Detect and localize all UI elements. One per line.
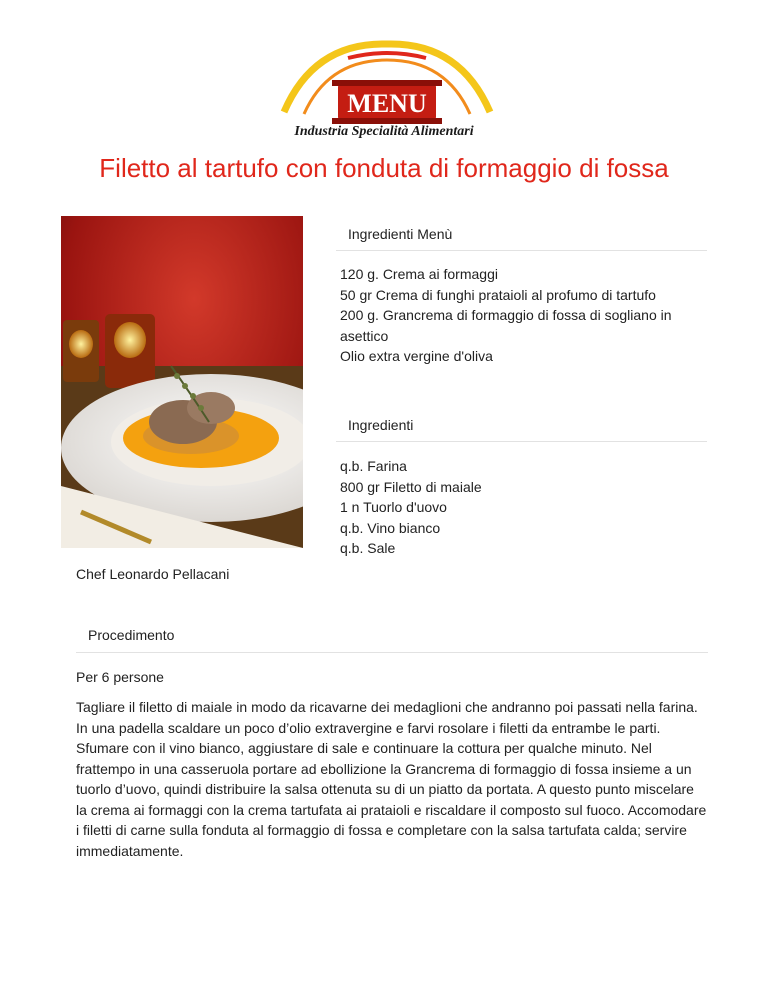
procedure-text: Tagliare il filetto di maiale in modo da ricavarne dei medaglioni che andranno poi passati nella farina. In una padella scaldare un poco d’olio extravergine e farvi rosolare i filetti da entrambe le parti. Sfumare con il vino bianco, aggiustare di sale e continuare la cottura per qualche minuto. Nel frattempo in una casseruola portare ad ebollizione la Grancrema di formaggio di fossa insieme a un tuorlo d’uovo, quindi distribuire la salsa ottenuta su di un piatto da portata. A questo punto miscelare la crema ai formaggi con la crema tartufata ai prataioli e riscaldare il composto sul fuoco. Accomodare i filetti di carne sulla fonduta al formaggio di fossa e completare con la salsa tartufata calda; servire immediatamente.: [76, 699, 707, 859]
logo-wordmark: MENU: [347, 89, 427, 118]
ingredienti-menu-heading: Ingredienti Menù: [336, 226, 707, 251]
list-item: 1 n Tuorlo d'uovo: [340, 499, 447, 515]
list-item: q.b. Sale: [340, 540, 396, 556]
procedimento-heading: Procedimento: [76, 627, 708, 653]
list-item: q.b. Vino bianco: [340, 519, 441, 536]
list-item: Olio extra vergine d'oliva: [340, 348, 493, 364]
list-item: 200 g. Grancrema di formaggio di fossa di sogliano in asettico: [340, 307, 672, 344]
list-item: 800 gr Filetto di maiale: [340, 478, 482, 495]
list-item: q.b. Farina: [340, 458, 407, 474]
list-item: 120 g. Crema ai formaggi: [340, 266, 498, 282]
brand-tagline: Industria Specialità Alimentari: [294, 124, 474, 139]
recipe-title: Filetto al tartufo con fonduta di formaggio di fossa: [99, 153, 669, 183]
ingredienti-heading: Ingredienti: [336, 417, 707, 442]
ingredienti-list: [340, 456, 700, 559]
dish-photo: [61, 216, 303, 548]
servings: Per 6 persone: [76, 669, 164, 685]
chef-name: Chef Leonardo Pellacani: [76, 566, 230, 582]
list-item: 50 gr Crema di funghi prataioli al profumo di tartufo: [340, 286, 656, 303]
ingredienti-menu-list: [340, 264, 700, 367]
